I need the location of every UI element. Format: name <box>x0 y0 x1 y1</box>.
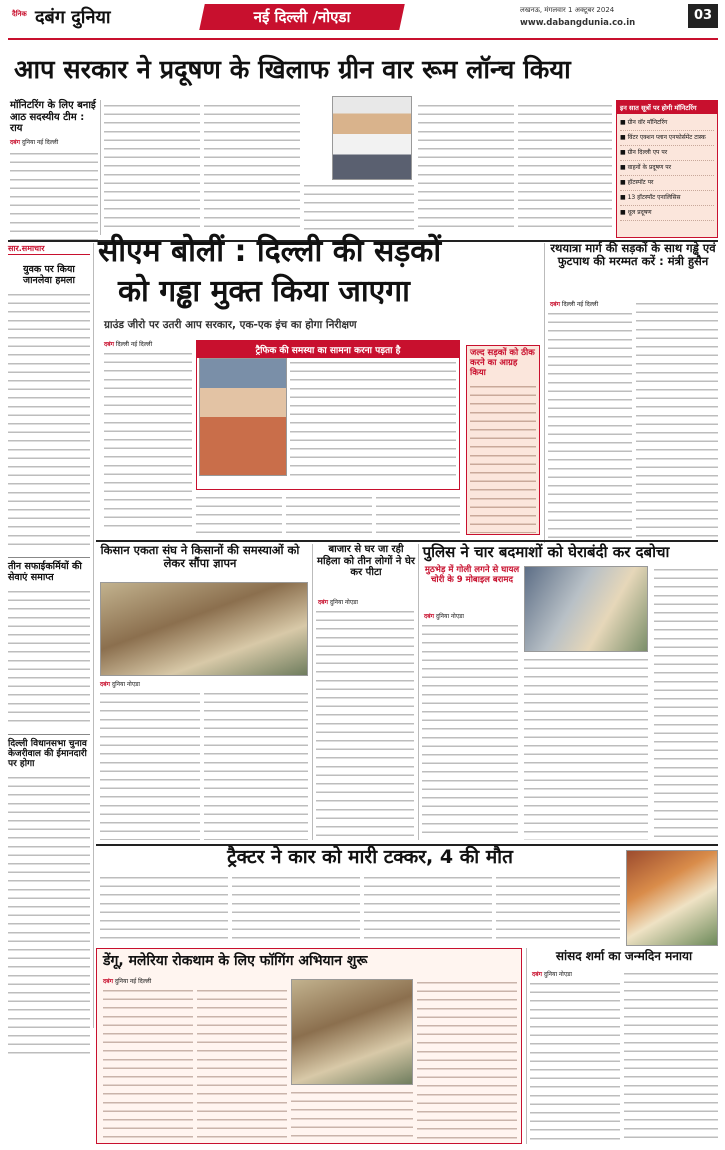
dengue-photo <box>291 979 413 1085</box>
masthead <box>0 0 725 38</box>
tractor-body-col1 <box>100 874 228 944</box>
left-story3-body <box>8 774 90 1059</box>
col-divider <box>312 544 313 840</box>
col-divider <box>526 948 527 1144</box>
mp-byline-city: दुनिया नोएडा <box>543 971 572 978</box>
police-body-col2 <box>524 656 648 840</box>
monitoring-box <box>616 100 718 238</box>
right-top-byline-city: दिल्ली नई दिल्ली <box>561 301 599 308</box>
col-divider <box>418 544 419 840</box>
traffic-caption-box <box>196 340 460 490</box>
center-body-col1 <box>104 350 192 532</box>
lead-body-col2 <box>204 102 300 232</box>
police-headline: पुलिस ने चार बदमाशों को घेराबंदी कर दबोचा <box>422 543 670 561</box>
right-top-headline: रथयात्रा मार्ग की सड़कों के साथ गड्ढे एवं फुटपाथ की मरम्मत करें : मंत्री हुसैन <box>550 241 716 269</box>
mp-body-col2 <box>624 970 718 1144</box>
left-story1-body <box>8 291 90 551</box>
police-byline: दबंग दुनिया नोएडा <box>424 613 464 620</box>
farmers-byline: दबंग दुनिया नोएडा <box>100 681 140 688</box>
repair-sidebar-title: जल्द सड़कों को ठीक करने का आग्रह किया <box>470 348 535 378</box>
monitoring-box-title: इन सात सूत्रों पर होगी मॉनिटरिंग <box>617 101 717 114</box>
lead-body-col1 <box>104 102 200 232</box>
monitoring-box-item: ■ ग्रीन वॉर मॉनिटरिंग <box>620 116 714 131</box>
market-byline: दबंग दुनिया नोएडा <box>318 599 358 606</box>
masthead-rule <box>8 38 718 40</box>
monitoring-box-item: ■ ग्रीन दिल्ली एप पर <box>620 146 714 161</box>
monitoring-box-list <box>617 114 717 223</box>
repair-sidebar <box>466 345 540 535</box>
right-top-byline: दबंग दिल्ली नई दिल्ली <box>550 301 599 308</box>
mp-photo <box>626 850 718 946</box>
section-rule <box>96 540 718 542</box>
monitoring-box-item: ■ विंटर एक्शन प्लान एनफोर्समेंट टास्क <box>620 131 714 146</box>
cm-photo <box>199 358 287 476</box>
police-body-col1 <box>422 622 518 840</box>
lead-body-col3 <box>304 182 414 232</box>
col-divider <box>93 243 94 1028</box>
center-headline-line1: सीएम बोलीं : दिल्ली की सड़कों <box>98 234 442 269</box>
col-divider <box>544 243 545 543</box>
mp-headline: सांसद शर्मा का जन्मदिन मनाया <box>555 949 693 963</box>
tractor-body-col4 <box>496 874 620 944</box>
center-body-col2 <box>196 494 282 534</box>
lead-byline <box>10 138 98 146</box>
market-body <box>316 608 414 840</box>
dengue-body-col2 <box>197 987 287 1139</box>
edition-name: नई दिल्ली /नोएडा <box>253 8 351 26</box>
monitoring-box-item: ■ 13 हॉटस्पॉट एनालिसिस <box>620 191 714 206</box>
monitoring-box-item: ■ हॉटस्पॉट पर <box>620 176 714 191</box>
police-kicker: मुठभेड़ में गोली लगने से घायल चोरी के 9 मोबाइल बरामद <box>424 565 520 585</box>
section-label: सार.समाचार <box>8 243 90 255</box>
dengue-body-col3 <box>291 1089 413 1139</box>
monitoring-box-item: ■ धूल प्रदूषण <box>620 206 714 221</box>
byline-city: दुनिया नई दिल्ली <box>21 138 59 146</box>
logo-prefix: दैनिक <box>12 10 27 18</box>
logo <box>12 5 142 35</box>
lead-headline: आप सरकार ने प्रदूषण के खिलाफ ग्रीन वार रूम लॉन्च किया <box>14 55 571 85</box>
center-byline-city: दिल्ली नई दिल्ली <box>115 341 153 348</box>
lead-side-title: मॉनिटरिंग के लिए बनाई आठ सदस्यीय टीम : राय <box>10 100 96 134</box>
lead-body-col4 <box>418 102 514 232</box>
left-story2-title: तीन सफाईकर्मियों की सेवाएं समाप्त <box>8 557 90 584</box>
traffic-box-body <box>290 359 456 477</box>
market-byline-city: दुनिया नोएडा <box>329 599 358 606</box>
left-column <box>8 243 90 1028</box>
logo-title: दबंग दुनिया <box>35 7 111 28</box>
farmers-body-col2 <box>204 690 308 840</box>
mp-byline: दबंग दुनिया नोएडा <box>532 971 572 978</box>
dengue-byline: दबंग दुनिया नई दिल्ली <box>103 978 152 985</box>
center-subhead: ग्राउंड जीरो पर उतरी आप सरकार, एक-एक इंच का होगा निरीक्षण <box>104 319 357 331</box>
website[interactable]: www.dabangdunia.co.in <box>520 18 636 28</box>
center-byline: दबंग दिल्ली नई दिल्ली <box>104 341 153 348</box>
dateline: लखनऊ, मंगलवार 1 अक्टूबर 2024 <box>520 6 615 14</box>
tractor-headline: ट्रैक्टर ने कार को मारी टक्कर, 4 की मौत <box>227 846 513 868</box>
lead-body-col5 <box>518 102 612 232</box>
monitoring-box-item: ■ वाहनों के प्रदूषण पर <box>620 161 714 176</box>
traffic-caption: ट्रैफिक की समस्या का सामना करना पड़ता है <box>197 341 459 358</box>
lead-photo <box>332 96 412 180</box>
dengue-box <box>96 948 522 1144</box>
byline-brand: दबंग <box>10 138 20 146</box>
page-number: 03 <box>688 4 718 28</box>
dengue-body-col1 <box>103 987 193 1139</box>
mp-body-col1 <box>530 980 620 1144</box>
farmers-headline: किसान एकता संघ ने किसानों की समस्याओं को लेकर सौंपा ज्ञापन <box>100 543 300 571</box>
tractor-body-col2 <box>232 874 360 944</box>
lead-side-story <box>10 100 98 235</box>
center-headline-line2: को गड्ढा मुक्त किया जाएगा <box>118 274 410 309</box>
center-body-col3 <box>286 494 372 534</box>
tractor-body-col3 <box>364 874 492 944</box>
dengue-byline-city: दुनिया नई दिल्ली <box>114 978 152 985</box>
center-body-col4 <box>376 494 460 534</box>
right-top-body-col2 <box>636 300 718 540</box>
farmers-photo <box>100 582 308 676</box>
police-photo <box>524 566 648 652</box>
dengue-body-col4 <box>417 979 517 1139</box>
left-story2-body <box>8 588 90 728</box>
left-story1-title: युवक पर किया जानलेवा हमला <box>23 264 75 286</box>
police-byline-city: दुनिया नोएडा <box>435 613 464 620</box>
col-divider <box>100 100 101 235</box>
farmers-byline-city: दुनिया नोएडा <box>111 681 140 688</box>
dengue-headline: डेंगू, मलेरिया रोकथाम के लिए फॉगिंग अभियान शुरू <box>103 953 368 969</box>
right-top-body-col1 <box>548 310 632 540</box>
right-continued-body <box>654 566 718 840</box>
farmers-body-col1 <box>100 690 200 840</box>
market-headline: बाजार से घर जा रही महिला को तीन लोगों ने घेर कर पीटा <box>317 544 415 578</box>
lead-side-body <box>10 150 98 242</box>
repair-sidebar-body <box>470 383 536 533</box>
left-story3-title: दिल्ली विधानसभा चुनाव केजरीवाल की ईमानदारी पर होगा <box>8 734 90 770</box>
